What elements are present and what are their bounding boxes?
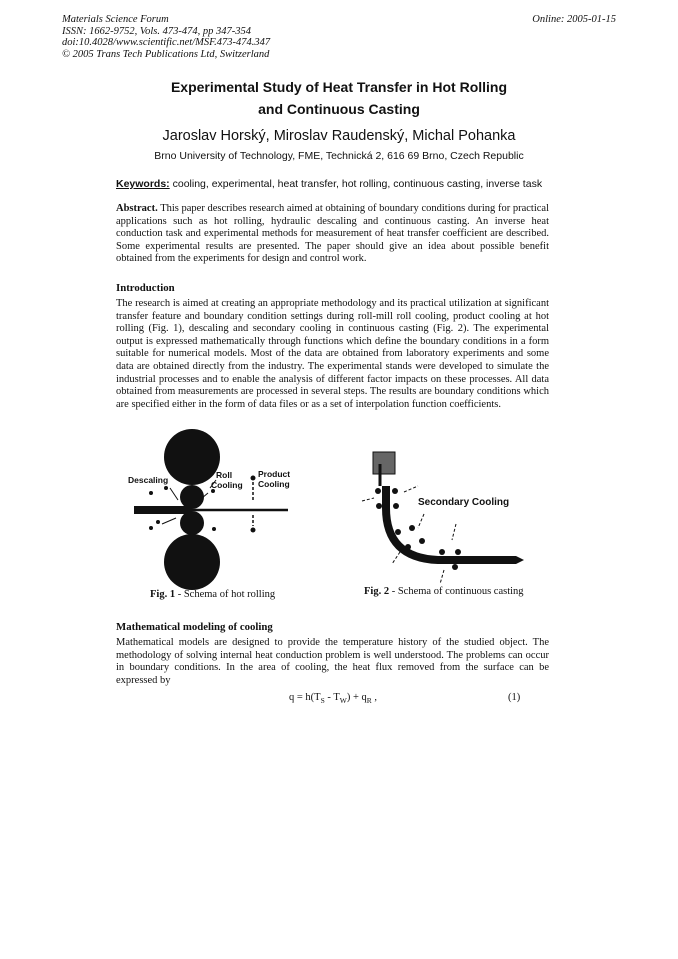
modeling-text: Mathematical models are designed to provide the temperature history of the studied object. The methodology of solving internal heat conduction problem is well understood. The problems can occur in boundary conditions. In the area of cooling, the heat flux removed from the surface can be expressed by: [116, 637, 549, 686]
keywords-label: Keywords:: [116, 178, 170, 190]
upper-backup-roll: [164, 429, 220, 485]
affiliation: Brno University of Technology, FME, Technická 2, 616 69 Brno, Czech Republic: [154, 150, 524, 162]
issn: ISSN: 1662-9752, Vols. 473-474, pp 347-354: [62, 25, 251, 37]
label-roll: Roll: [216, 470, 233, 480]
keywords-text: cooling, experimental, heat transfer, hot rolling, continuous casting, inverse task: [172, 178, 543, 190]
modeling-heading: Mathematical modeling of cooling: [116, 621, 273, 633]
journal-name: Materials Science Forum: [62, 14, 169, 25]
fig2-continuous-casting-schema: [348, 446, 548, 586]
mould: [373, 452, 395, 474]
abstract: [116, 203, 549, 266]
fig2-caption-text: - Schema of continuous casting: [389, 586, 524, 597]
label-secondary-cooling: Secondary Cooling: [418, 497, 510, 508]
online-date: Online: 2005-01-15: [532, 14, 616, 25]
title-line-1: Experimental Study of Heat Transfer in Hot Rolling: [170, 79, 508, 95]
introduction-heading: Introduction: [116, 282, 175, 294]
lower-backup-roll: [164, 534, 220, 590]
incoming-slab: [134, 506, 192, 514]
abstract-text: This paper describes research aimed at obtaining of boundary conditions during for practical applications such as hot rolling, hydraulic descaling and continuous casting. An inverse heat conduction task and experimental methods for measurement of heat transfer coefficient are described. Some experimental results are presented. The paper should give an idea about possible benefit obtained from the experiments for design and control work.: [116, 203, 550, 265]
title-line-2: and Continuous Casting: [258, 101, 420, 117]
fig1-caption: [150, 589, 275, 600]
strand-direction-arrow: [516, 556, 524, 564]
label-roll-cooling: Cooling: [211, 480, 243, 490]
lower-work-roll: [180, 511, 204, 535]
journal-header: [62, 14, 270, 60]
label-product: Product: [258, 469, 291, 479]
fig1-caption-number: Fig. 1: [150, 589, 176, 600]
paper-title: [0, 76, 678, 120]
label-product-cooling: Cooling: [258, 479, 290, 489]
fig2-caption-number: Fig. 2: [364, 586, 390, 597]
abstract-label: Abstract.: [116, 203, 158, 214]
equation-number: (1): [508, 692, 521, 703]
authors: Jaroslav Horský, Miroslav Raudenský, Michal Pohanka: [162, 128, 516, 144]
fig1-hot-rolling-schema: [116, 426, 306, 598]
fig2-caption: [364, 586, 524, 597]
label-descaling: Descaling: [128, 475, 169, 485]
doi: doi:10.4028/www.scientific.net/MSF.473-474.347: [62, 37, 271, 48]
upper-work-roll: [180, 485, 204, 509]
product-cooling-nozzle-top: [251, 476, 256, 481]
copyright: © 2005 Trans Tech Publications Ltd, Switzerland: [62, 48, 270, 60]
keywords: [116, 178, 542, 190]
introduction-text: The research is aimed at creating an appropriate methodology and its practical utilization at significant transfer feature and boundary condition settings during roll-mill roll cooling, product cooling at hot rolling (Fig. 1), descaling and secondary cooling in continuous casting (Fig. 2). The experimental output is expressed mathematically through functions which define the boundary conditions in a form suitable for numerical models. Most of the data are obtained from laboratory experiments and some data are obtained directly from the industry. The experimental stands were developed to simulate the industrial processes and to enable the analysis of different factor impacts on these processes. All data obtained from measurements are processed in several steps. The results are boundary conditions which are specified either in the form of data files or as a set of interpolation function coefficients.: [116, 298, 549, 410]
equation-1: $q = h(T_S - T_W) + q_R$ ,: [289, 692, 378, 706]
product-cooling-nozzle-bottom: [251, 528, 256, 533]
fig1-caption-text: - Schema of hot rolling: [175, 589, 276, 600]
